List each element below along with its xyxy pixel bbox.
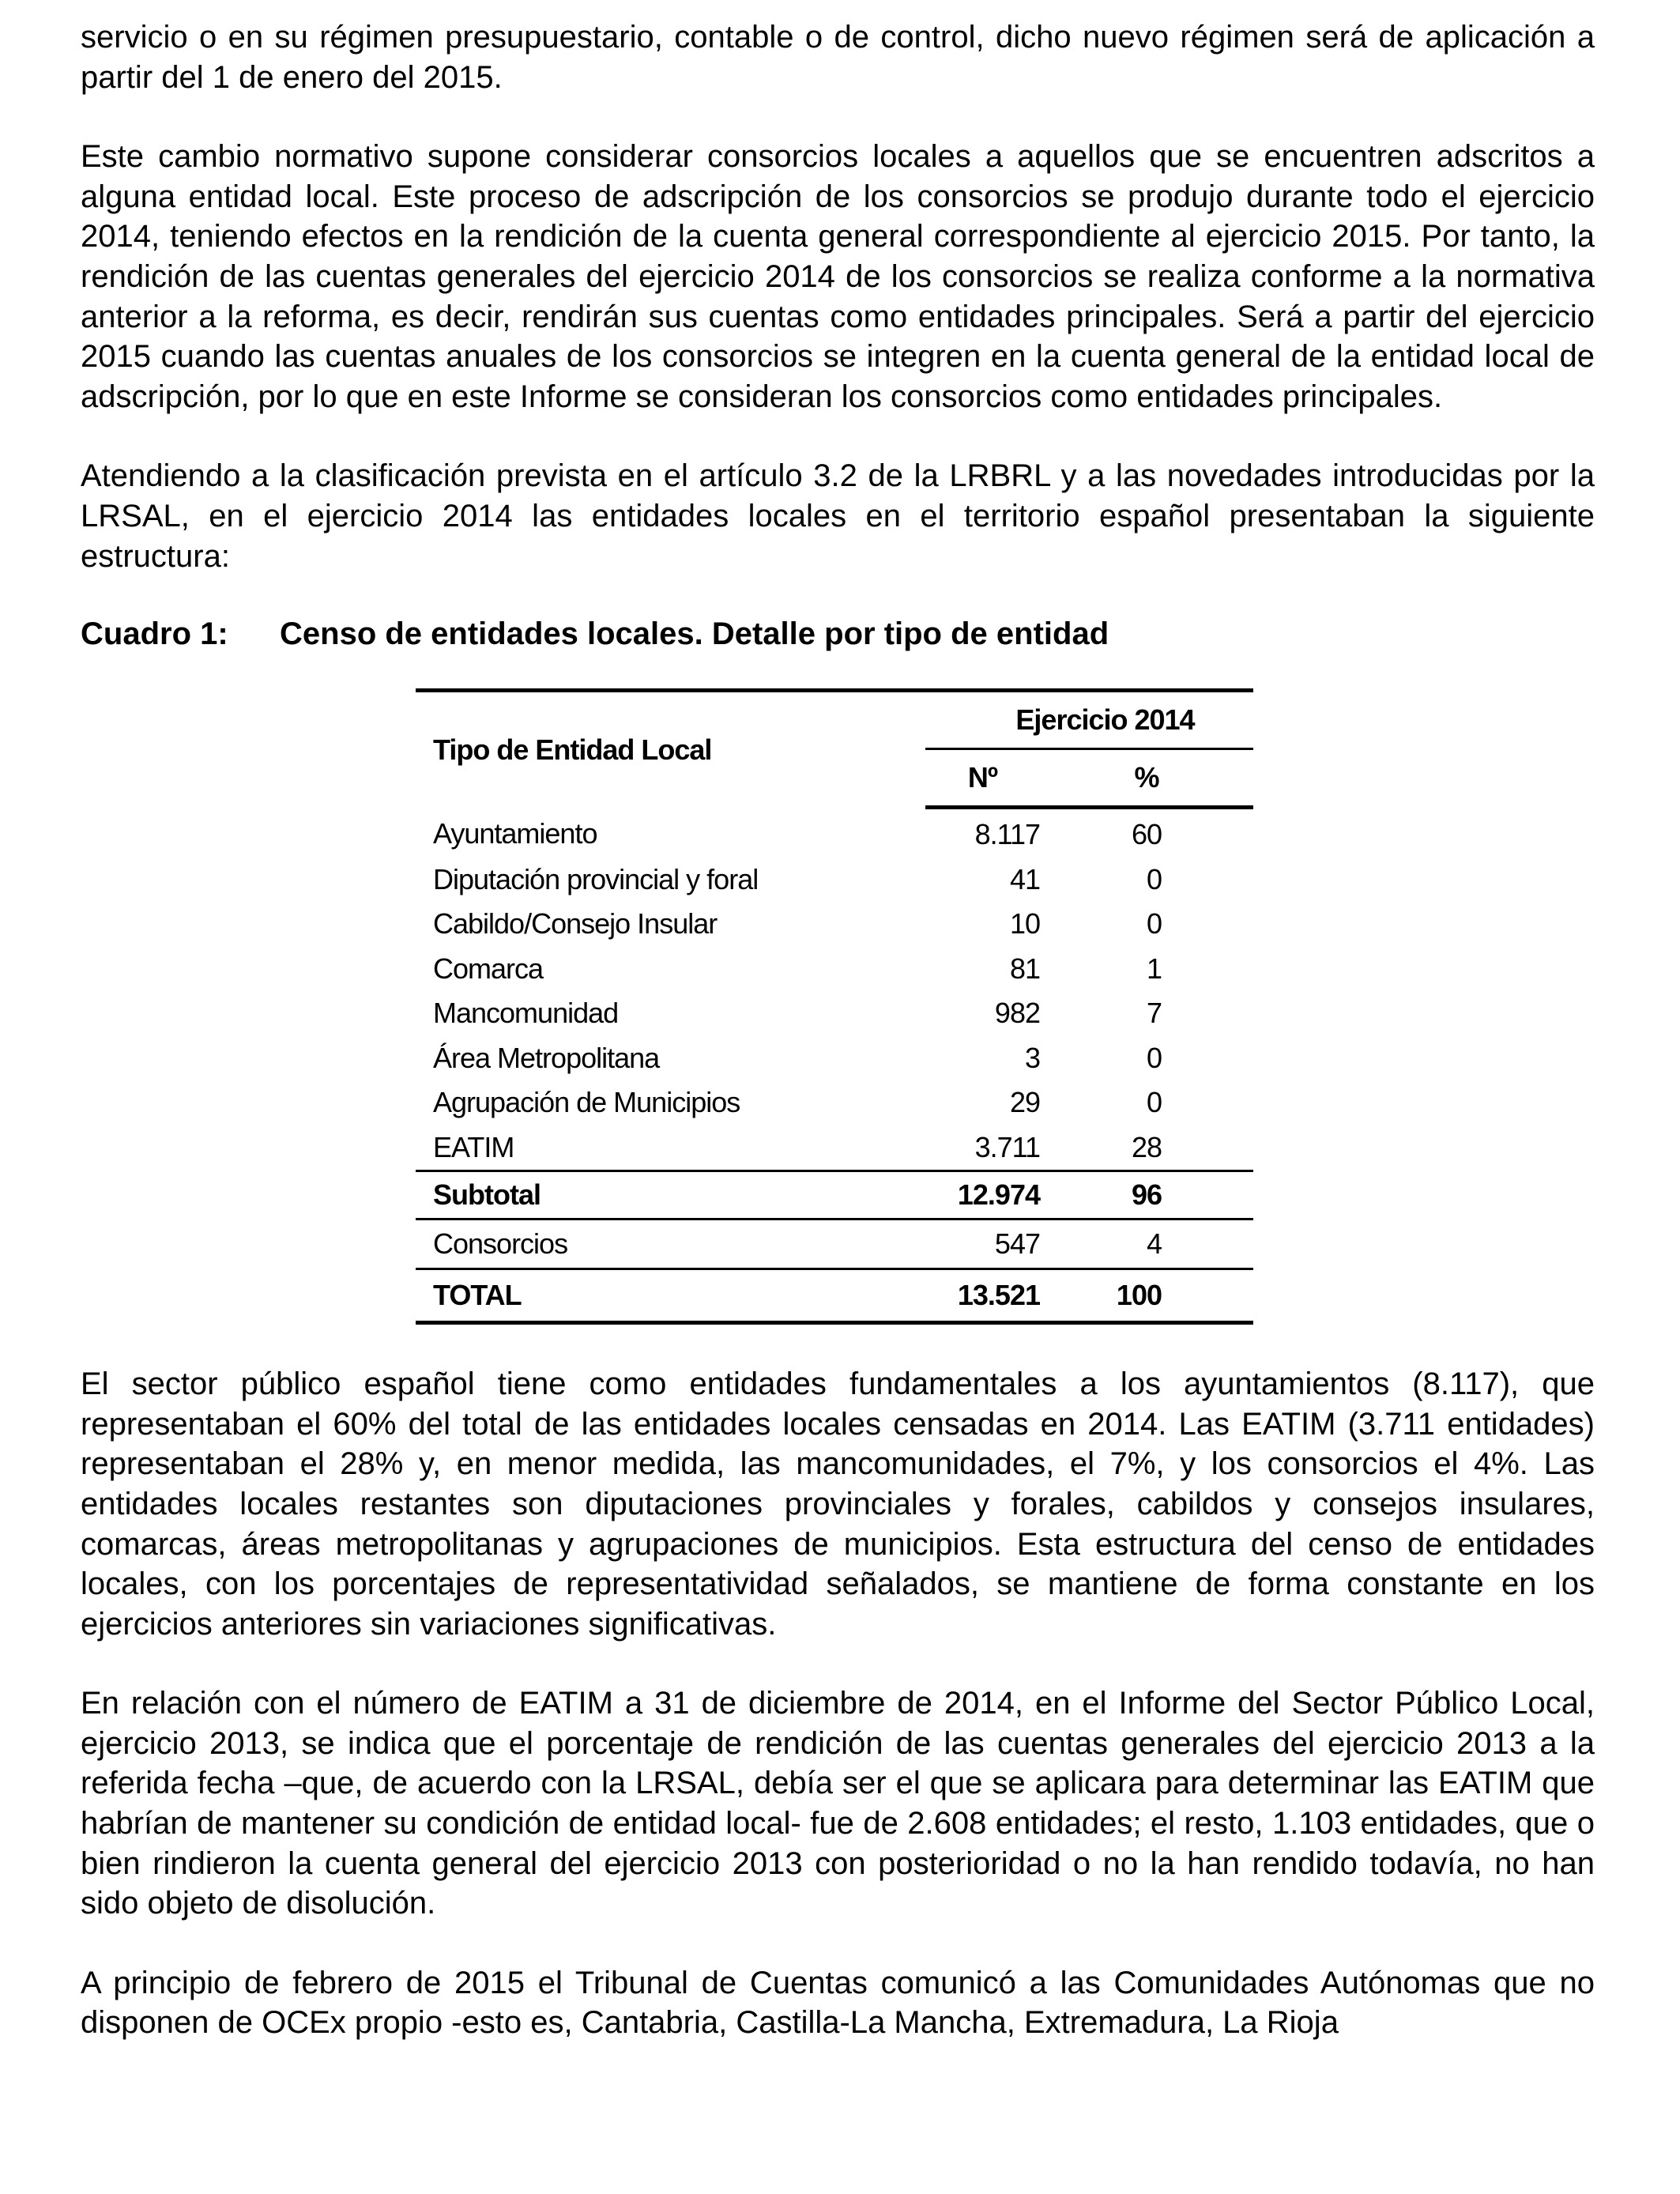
consorcios-row (416, 1220, 1253, 1269)
header-entity-type: Tipo de Entidad Local (433, 733, 712, 766)
header-year-group: Ejercicio 2014 (925, 691, 1253, 749)
subtotal-count: 12.974 (925, 1171, 1040, 1220)
paragraph-6: A principio de febrero de 2015 el Tribunal de Cuentas comunicó a las Comunidades Autónomas que no disponen de OCEx propio -esto es, Cantabria, Castilla-La Mancha, Extremadura, La Rioja (81, 1965, 1595, 2041)
row-count: 29 (1009, 1086, 1040, 1119)
document-page (81, 17, 1595, 2043)
row-percent: 28 (1131, 1130, 1162, 1163)
total-count: 13.521 (925, 1269, 1040, 1323)
paragraph-3: Atendiendo a la clasificación prevista en el artículo 3.2 de la LRBRL y a las novedades introducidas por la LRSAL, en el ejercicio 2014 las entidades locales en el territorio español presentaban la siguiente estructura: (81, 458, 1595, 574)
row-name: Cabildo/Consejo Insular (433, 907, 718, 941)
row-name: EATIM (433, 1130, 514, 1163)
total-row (416, 1269, 1253, 1323)
row-name: Diputación provincial y foral (433, 862, 759, 895)
row-count: 982 (994, 997, 1040, 1030)
table-row (416, 808, 1253, 858)
row-count: 81 (1009, 952, 1040, 985)
paragraph-4: El sector público español tiene como entidades fundamentales a los ayuntamientos (8.117), que representaban el 60% del total de las entidades locales censadas en 2014. Las EATIM (3.711 entidades) representaban el 28% y, en menor medida, las mancomunidades, el 7%, y los consorcios el 4%. Las entidades locales restantes son diputaciones provinciales y forales, cabildos y consejos insulares, comarcas, áreas metropolitanas y agrupaciones de municipios. Esta estructura del censo de entidades locales, con los porcentajes de representatividad señalados, se mantiene de forma constante en los ejercicios anteriores sin variaciones significativas. (81, 1367, 1595, 1642)
row-count: 10 (1009, 907, 1040, 941)
table-row (416, 1125, 1253, 1171)
subtotal-name: Subtotal (416, 1171, 925, 1220)
table-row (416, 858, 1253, 903)
row-name: Mancomunidad (433, 997, 619, 1030)
row-percent: 0 (1146, 907, 1162, 941)
paragraph-1: servicio o en su régimen presupuestario, contable o de control, dicho nuevo régimen será de aplicación a partir del 1 de enero del 2015. (81, 20, 1595, 95)
row-percent: 7 (1146, 997, 1162, 1030)
total-name: TOTAL (416, 1269, 925, 1323)
row-count: 41 (1009, 862, 1040, 895)
table-caption-label: Cuadro 1: (81, 616, 228, 652)
row-name: Comarca (433, 952, 544, 985)
census-table-wrap (416, 688, 1253, 1325)
row-percent: 0 (1146, 1086, 1162, 1119)
consorcios-name: Consorcios (433, 1227, 568, 1261)
row-name: Área Metropolitana (433, 1041, 660, 1074)
table-caption (81, 614, 1595, 654)
consorcios-percent: 4 (1146, 1227, 1162, 1261)
table-row (416, 1080, 1253, 1125)
total-percent: 100 (1040, 1269, 1253, 1323)
consorcios-count: 547 (994, 1227, 1040, 1261)
table-row (416, 947, 1253, 992)
subtotal-row (416, 1171, 1253, 1220)
row-name: Ayuntamiento (433, 817, 597, 850)
table-row (416, 991, 1253, 1036)
row-count: 8.117 (974, 818, 1040, 851)
row-percent: 0 (1146, 1041, 1162, 1074)
subtotal-percent: 96 (1040, 1171, 1253, 1220)
row-count: 3 (1024, 1041, 1040, 1074)
row-name: Agrupación de Municipios (433, 1086, 740, 1119)
table-row (416, 902, 1253, 947)
row-percent: 60 (1131, 818, 1162, 851)
table-row (416, 1036, 1253, 1081)
header-count: Nº (925, 749, 1040, 808)
table-caption-title: Censo de entidades locales. Detalle por tipo de entidad (280, 616, 1109, 652)
row-percent: 1 (1146, 952, 1162, 985)
header-percent: % (1040, 749, 1253, 808)
census-table (416, 688, 1253, 1325)
row-percent: 0 (1146, 862, 1162, 895)
paragraph-5: En relación con el número de EATIM a 31 de diciembre de 2014, en el Informe del Sector Público Local, ejercicio 2013, se indica que el porcentaje de rendición de las cuentas generales del ejercicio 2013 a la referida fecha –que, de acuerdo con la LRSAL, debía ser el que se aplicara para determinar las EATIM que habrían de mantener su condición de entidad local- fue de 2.608 entidades; el resto, 1.103 entidades, que o bien rindieron la cuenta general del ejercicio 2013 con posterioridad o no la han rendido todavía, no han sido objeto de disolución. (81, 1686, 1595, 1921)
paragraph-2: Este cambio normativo supone considerar consorcios locales a aquellos que se encuentren adscritos a alguna entidad local. Este proceso de adscripción de los consorcios se produjo durante todo el ejercicio 2014, teniendo efectos en la rendición de la cuenta general correspondiente al ejercicio 2015. Por tanto, la rendición de las cuentas generales del ejercicio 2014 de los consorcios se realiza conforme a la normativa anterior a la reforma, es decir, rendirán sus cuentas como entidades principales. Será a partir del ejercicio 2015 cuando las cuentas anuales de los consorcios se integren en la cuenta general de la entidad local de adscripción, por lo que en este Informe se consideran los consorcios como entidades principales. (81, 139, 1595, 414)
row-count: 3.711 (974, 1130, 1040, 1163)
